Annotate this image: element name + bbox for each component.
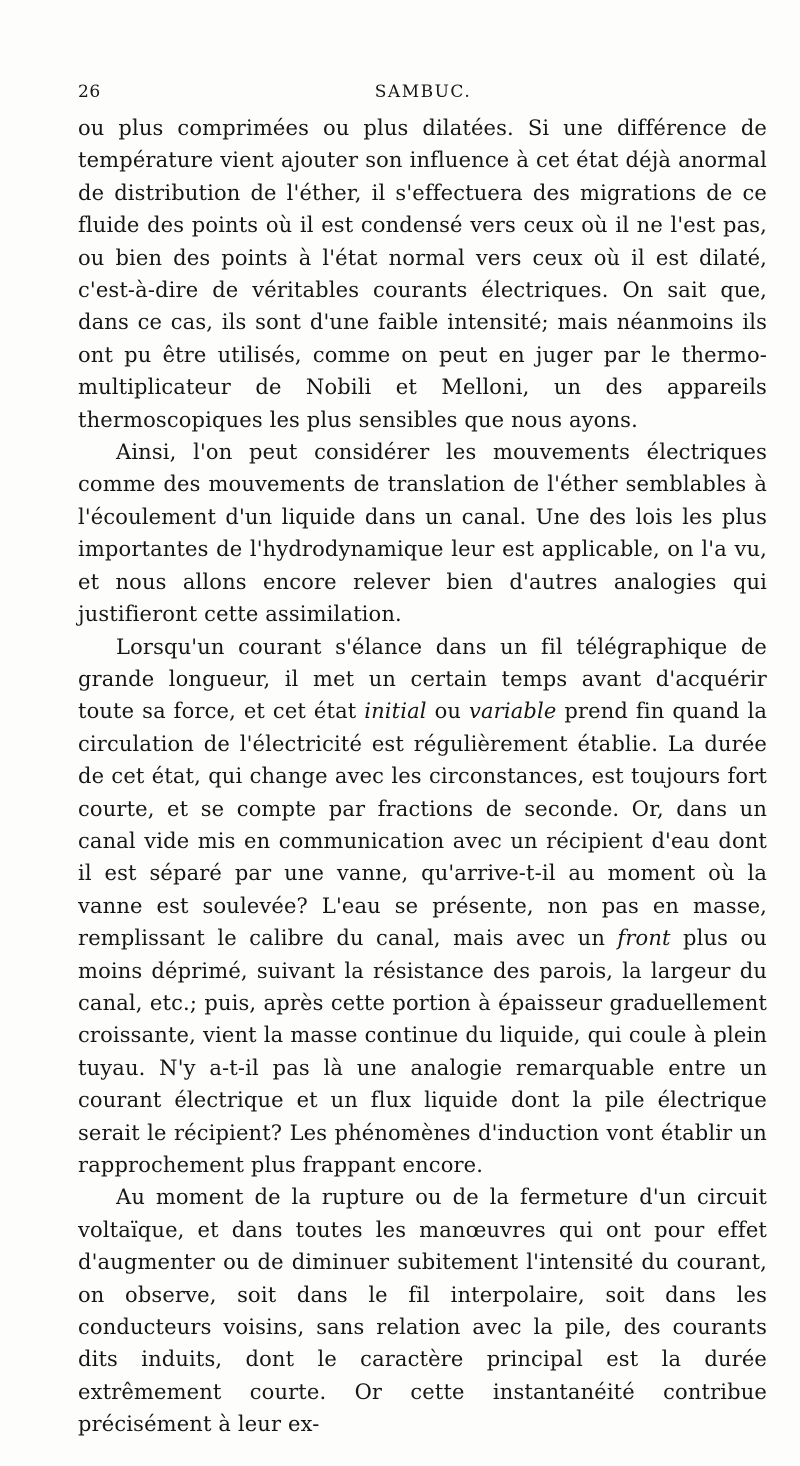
running-head [78,80,768,104]
text-run: ou plus comprimées ou plus dilatées. Si une différence de température vient ajouter son influence à cet état déjà anormal de distribution de l'éther, il s'effectuera des migrations de ce fluide des points où il est condensé vers ceux où il ne l'est pas, ou bien des points à l'état normal vers ceux où il est dilaté, c'est-à-dire de véritables courants électriques. On sait que, dans ce cas, ils sont d'une faible intensité; mais néanmoins ils ont pu être utilisés, comme on peut en juger par le thermo-multiplicateur de Nobili et Melloni, un des appareils thermoscopiques les plus sensibles que nous ayons. [78,116,767,432]
text-run: ou [426,699,469,724]
paragraph [78,436,767,630]
italic-term: initial [364,699,427,724]
running-title: SAMBUC. [374,82,472,102]
page-number: 26 [78,82,101,102]
paragraph [78,631,767,1182]
body-text [78,112,767,1441]
text-run: plus ou moins déprimé, suivant la résistance des parois, la largeur du canal, etc.; puis, après cette portion à épaisseur graduellement croissante, vient la masse continue du liquide, qui coule à plein tuyau. N'y a-t-il pas là une analogie remarquable entre un courant électrique et un flux liquide dont la pile électrique serait le récipient? Les phénomènes d'induction vont établir un rapprochement plus frappant encore. [78,926,767,1177]
italic-term: front [617,926,671,951]
paragraph [78,1181,767,1440]
text-run: Lorsqu'un courant s'élance dans un fil télégraphique de grande longueur, il met un certain temps avant d'acquérir toute sa force, et cet état [78,634,767,724]
paragraph [78,112,767,436]
text-run: Au moment de la rupture ou de la fermeture d'un circuit voltaïque, et dans toutes les manœuvres qui ont pour effet d'augmenter ou de diminuer subitement l'intensité du courant, on observe, soit dans le fil interpolaire, soit dans les conducteurs voisins, sans relation avec la pile, des courants dits induits, dont le caractère principal est la durée extrêmement courte. Or cette instantanéité contribue précisément à leur ex- [78,1185,767,1437]
text-run: prend fin quand la circulation de l'électricité est régulièrement établie. La durée de cet état, qui change avec les circonstances, est toujours fort courte, et se compte par fractions de seconde. Or, dans un canal vide mis en communication avec un récipient d'eau dont il est séparé par une vanne, qu'arrive-t-il au moment où la vanne est soulevée? L'eau se présente, non pas en masse, remplissant le calibre du canal, mais avec un [78,699,767,951]
italic-term: variable [469,699,557,724]
text-run: Ainsi, l'on peut considérer les mouvements électriques comme des mouvements de translation de l'éther semblables à l'écoulement d'un liquide dans un canal. Une des lois les plus importantes de l'hydrodynamique leur est applicable, on l'a vu, et nous allons encore relever bien d'autres analogies qui justifieront cette assimilation. [78,440,767,627]
